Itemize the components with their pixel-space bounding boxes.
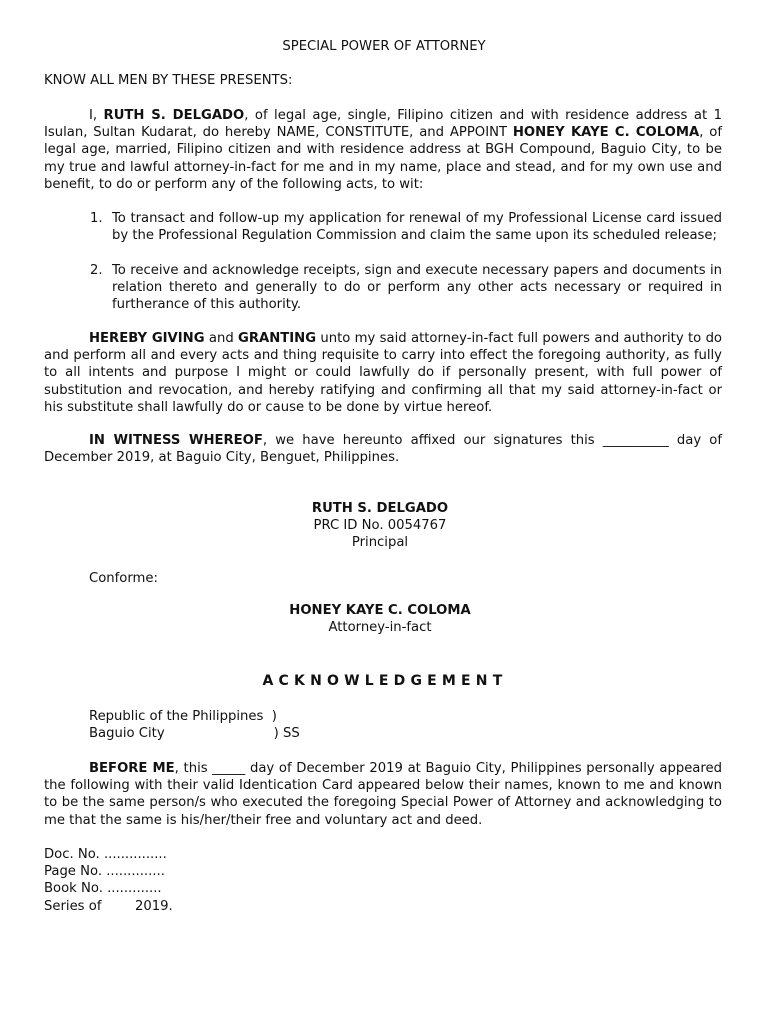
para2-text-2: unto my said attorney-in-fact full powers and authority to do and perform all and every acts and thing requisite to carry into effect the foregoing authority, as fully to all intents and purpose I might or could lawfully do if personally present, with full power of substitution and revocation, and hereby ratifying and confirming all that my said attorney-in-fact or his substitute shall lawfully do or cause to be done by virtue hereof. bbox=[44, 331, 723, 415]
before-me: BEFORE ME bbox=[89, 761, 175, 776]
list-item-number: 2. bbox=[90, 263, 103, 278]
page-no: Page No. .............. bbox=[44, 864, 165, 880]
granting: GRANTING bbox=[238, 331, 317, 346]
before-me-paragraph bbox=[44, 760, 722, 829]
acts-list bbox=[44, 210, 722, 244]
list-item bbox=[44, 262, 722, 314]
para3-text: , we have hereunto affixed our signatures this __________ day of December 2019, at Baguio City, Benguet, Philippines. bbox=[44, 433, 722, 466]
list-item-text: To transact and follow-up my application for renewal of my Professional License card issued by the Professional Regulation Commission and claim the same upon its scheduled release; bbox=[112, 211, 722, 244]
principal-signature-name: RUTH S. DELGADO bbox=[311, 501, 449, 516]
attorney-signature-block bbox=[220, 602, 540, 636]
doc-no: Doc. No. ............... bbox=[44, 847, 167, 862]
acknowledgement-title: ACKNOWLEDGEMENT bbox=[262, 673, 508, 689]
in-witness-whereof: IN WITNESS WHEREOF bbox=[89, 433, 263, 448]
list-item bbox=[44, 210, 722, 244]
para1-text-1: I, bbox=[89, 108, 104, 123]
appointment-paragraph bbox=[44, 107, 722, 193]
para1-text-2: , of legal age, single, Filipino citizen and with residence address at 1 Isulan, Sultan Kudarat, do hereby NAME, CONSTITUTE, and APPOINT bbox=[44, 108, 722, 141]
series-of: Series of 2019. bbox=[44, 898, 173, 914]
book-no: Book No. ............. bbox=[44, 881, 162, 897]
notarial-register bbox=[44, 846, 173, 915]
witness-paragraph bbox=[44, 432, 722, 466]
venue-country: Republic of the Philippines ) bbox=[89, 709, 277, 724]
attorney-role: Attorney-in-fact bbox=[328, 620, 432, 636]
principal-name: RUTH S. DELGADO bbox=[103, 108, 245, 123]
attorney-name: HONEY KAYE C. COLOMA bbox=[512, 125, 700, 141]
opening-line: KNOW ALL MEN BY THESE PRESENTS: bbox=[44, 73, 293, 88]
document-title: SPECIAL POWER OF ATTORNEY bbox=[282, 39, 486, 54]
acts-list-2 bbox=[44, 262, 722, 314]
principal-signature-block bbox=[220, 500, 540, 552]
venue-block bbox=[89, 708, 300, 742]
principal-role: Principal bbox=[351, 535, 409, 551]
conforme-label: Conforme: bbox=[89, 571, 158, 586]
para1-text-3: , of legal age, married, Filipino citizen and with residence address at BGH Compound, Baguio City, to be my true and lawful attorney-in-fact for me and in my name, place and stead, and for my own use and benefit, to do or perform any of the following acts, to wit: bbox=[44, 125, 722, 192]
powers-paragraph bbox=[44, 330, 722, 416]
venue-city: Baguio City ) SS bbox=[89, 726, 300, 742]
principal-prc-id: PRC ID No. 0054767 bbox=[313, 518, 447, 534]
attorney-signature-name: HONEY KAYE C. COLOMA bbox=[289, 603, 471, 618]
para2-text-1: and bbox=[204, 331, 239, 346]
para4-text: , this _____ day of December 2019 at Baguio City, Philippines personally appeared the following with their valid Identication Card appeared below their names, known to me and known to be the same person/s who executed the foregoing Special Power of Attorney and acknowledging to me that the same is his/her/their free and voluntary act and deed. bbox=[44, 761, 723, 828]
hereby-giving: HEREBY GIVING bbox=[89, 331, 205, 346]
list-item-text: To receive and acknowledge receipts, sign and execute necessary papers and documents in relation thereto and generally to do or perform any other acts necessary or required in furtherance of this authority. bbox=[112, 263, 722, 313]
list-item-number: 1. bbox=[90, 211, 103, 226]
